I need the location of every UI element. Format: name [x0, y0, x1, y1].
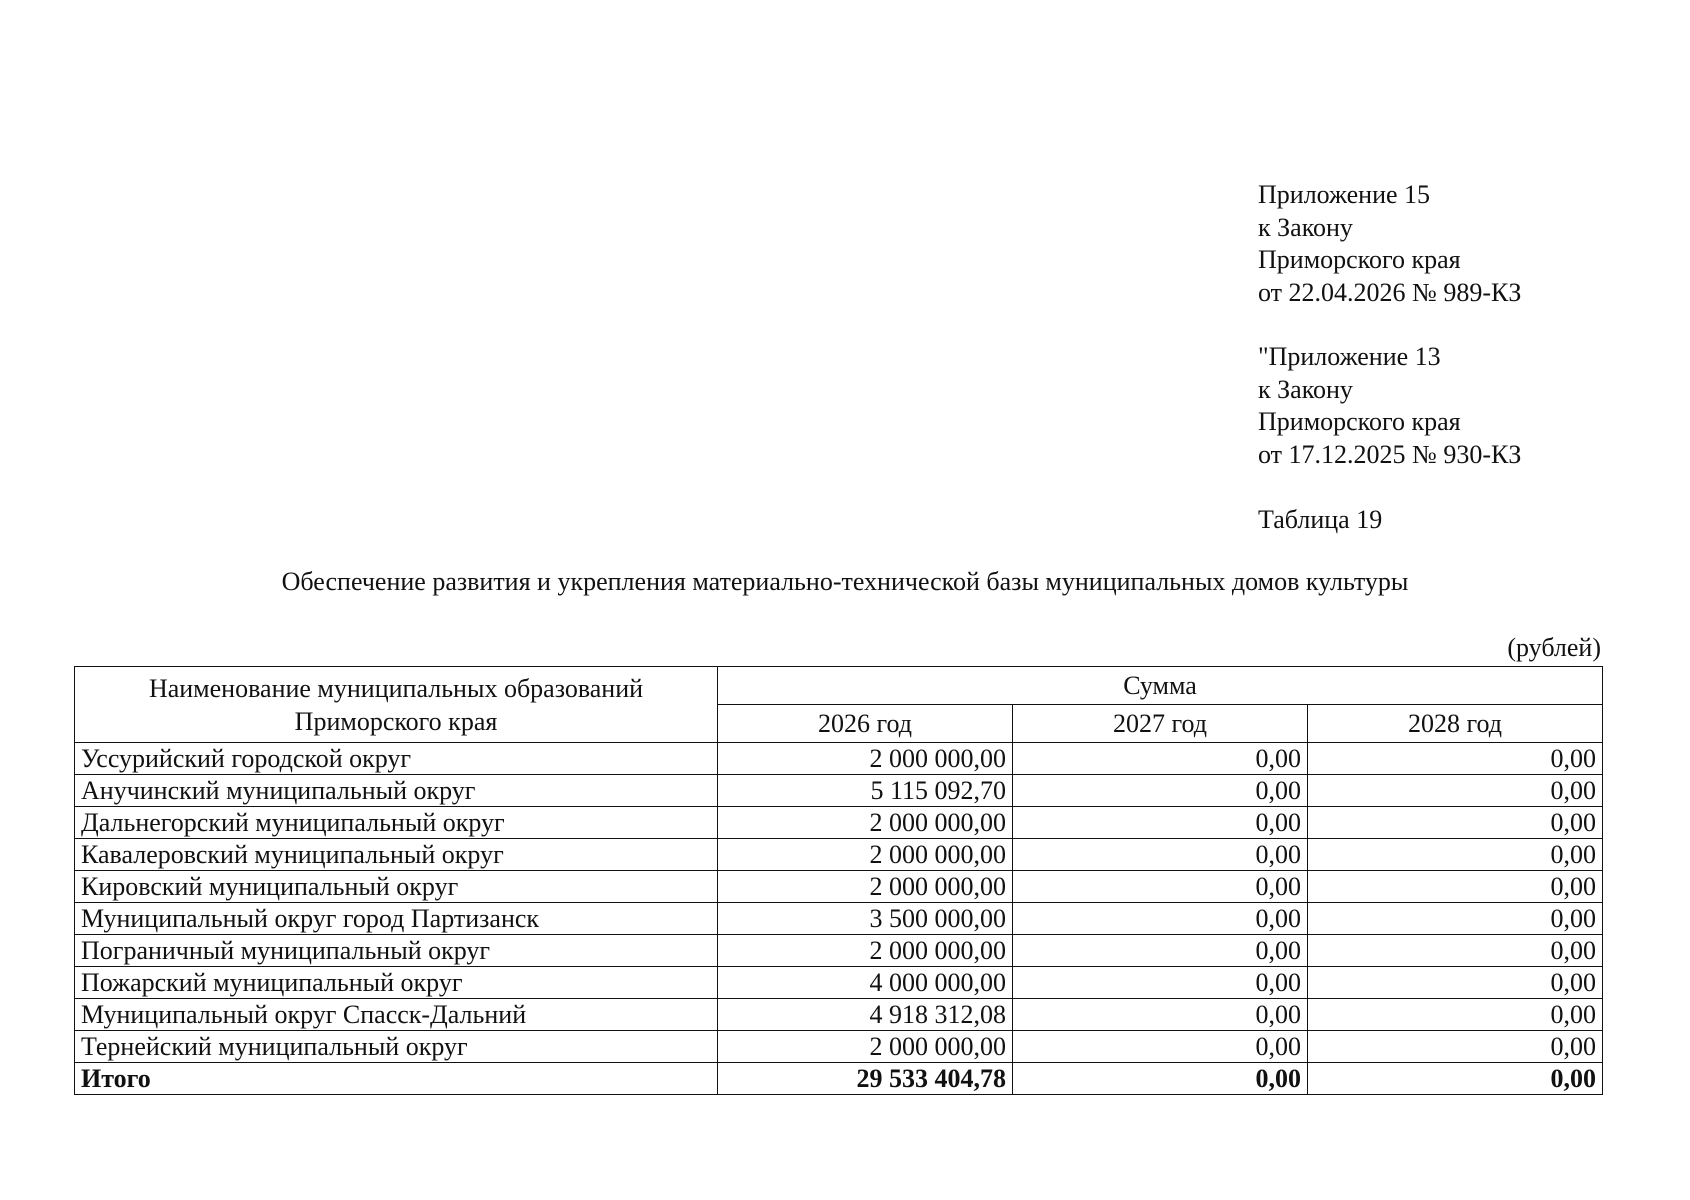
amount-2026: 2 000 000,00	[718, 807, 1013, 839]
table-row	[75, 743, 1603, 775]
amount-2026: 2 000 000,00	[718, 935, 1013, 967]
amount-2026: 4 000 000,00	[718, 967, 1013, 999]
amount-2028: 0,00	[1308, 743, 1603, 775]
table-row	[75, 903, 1603, 935]
total-2026: 29 533 404,78	[718, 1063, 1013, 1095]
appendix-line: к Закону	[1258, 212, 1353, 242]
amount-2027: 0,00	[1013, 743, 1308, 775]
municipality-name: Пограничный муниципальный округ	[75, 935, 718, 967]
amount-2028: 0,00	[1308, 903, 1603, 935]
amount-2027: 0,00	[1013, 967, 1308, 999]
appendix-line: от 22.04.2026 № 989-КЗ	[1258, 277, 1522, 307]
amount-2026: 2 000 000,00	[718, 839, 1013, 871]
municipality-name: Дальнегорский муниципальный округ	[75, 807, 718, 839]
column-header-2026: 2026 год	[718, 705, 1013, 743]
quoted-appendix-line: от 17.12.2025 № 930-КЗ	[1258, 439, 1522, 469]
amount-2028: 0,00	[1308, 775, 1603, 807]
appendix-line: Приложение 15	[1258, 180, 1431, 209]
column-header-2028: 2028 год	[1308, 705, 1603, 743]
table-row	[75, 807, 1603, 839]
municipality-name: Кавалеровский муниципальный округ	[75, 839, 718, 871]
municipality-name: Тернейский муниципальный округ	[75, 1031, 718, 1063]
amount-2028: 0,00	[1308, 871, 1603, 903]
table-row	[75, 775, 1603, 807]
municipality-name: Пожарский муниципальный округ	[75, 967, 718, 999]
amount-2027: 0,00	[1013, 807, 1308, 839]
amount-2027: 0,00	[1013, 871, 1308, 903]
municipality-name: Муниципальный округ Спасск-Дальний	[75, 999, 718, 1031]
municipality-name: Кировский муниципальный округ	[75, 871, 718, 903]
amount-2027: 0,00	[1013, 839, 1308, 871]
funding-table	[74, 666, 1603, 1095]
table-row	[75, 871, 1603, 903]
table-header-row	[75, 667, 1603, 705]
column-header-municipality-line2: Приморского края	[294, 706, 498, 736]
amount-2027: 0,00	[1013, 1031, 1308, 1063]
quoted-appendix-line: "Приложение 13	[1258, 342, 1441, 371]
total-2028: 0,00	[1308, 1063, 1603, 1095]
amount-2026: 3 500 000,00	[718, 903, 1013, 935]
amount-2027: 0,00	[1013, 935, 1308, 967]
table-row	[75, 999, 1603, 1031]
table-row	[75, 935, 1603, 967]
municipality-name: Муниципальный округ город Партизанск	[75, 903, 718, 935]
municipality-name: Анучинский муниципальный округ	[75, 775, 718, 807]
amount-2028: 0,00	[1308, 839, 1603, 871]
amount-2028: 0,00	[1308, 807, 1603, 839]
table-number: Таблица 19	[1258, 505, 1383, 534]
table-row	[75, 839, 1603, 871]
table-row	[75, 967, 1603, 999]
amount-2028: 0,00	[1308, 999, 1603, 1031]
amount-2026: 2 000 000,00	[718, 871, 1013, 903]
total-label: Итого	[75, 1063, 718, 1095]
amount-2028: 0,00	[1308, 935, 1603, 967]
total-row	[75, 1063, 1603, 1095]
amount-2028: 0,00	[1308, 967, 1603, 999]
amount-2026: 4 918 312,08	[718, 999, 1013, 1031]
column-header-municipality-line1: Наименование муниципальных образований	[148, 673, 644, 703]
amount-2028: 0,00	[1308, 1031, 1603, 1063]
quoted-appendix-line: Приморского края	[1258, 407, 1461, 436]
quoted-appendix-line: к Закону	[1258, 374, 1353, 404]
amount-2027: 0,00	[1013, 775, 1308, 807]
appendix-reference	[1258, 179, 1521, 309]
units-label: (рублей)	[1507, 633, 1601, 662]
quoted-appendix-reference	[1258, 341, 1521, 471]
amount-2026: 5 115 092,70	[718, 775, 1013, 807]
municipality-name: Уссурийский городской округ	[75, 743, 718, 775]
total-2027: 0,00	[1013, 1063, 1308, 1095]
column-header-municipality	[75, 667, 718, 743]
table-row	[75, 1031, 1603, 1063]
amount-2027: 0,00	[1013, 999, 1308, 1031]
amount-2026: 2 000 000,00	[718, 1031, 1013, 1063]
column-header-2027: 2027 год	[1013, 705, 1308, 743]
column-header-sum: Сумма	[718, 667, 1603, 705]
amount-2027: 0,00	[1013, 903, 1308, 935]
appendix-line: Приморского края	[1258, 245, 1461, 274]
document-title: Обеспечение развития и укрепления материально-технической базы муниципальных домов культуры	[281, 567, 1409, 596]
amount-2026: 2 000 000,00	[718, 743, 1013, 775]
